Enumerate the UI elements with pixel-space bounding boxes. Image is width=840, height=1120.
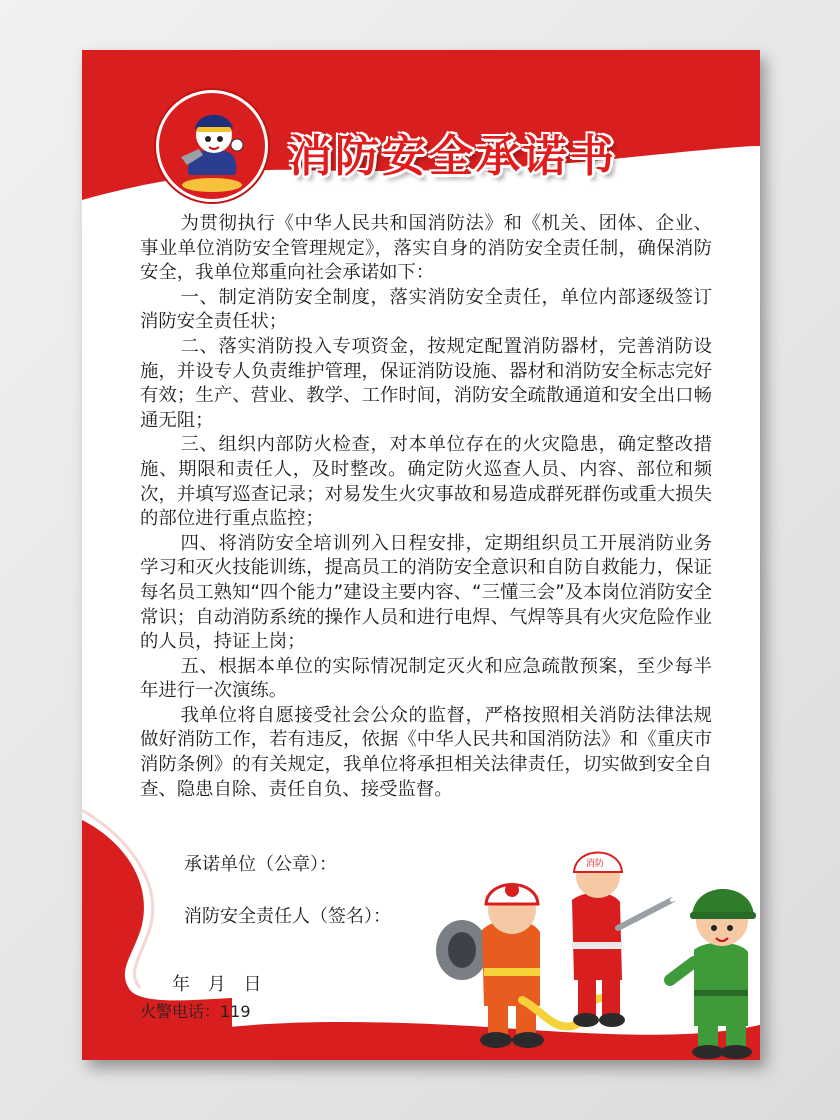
pledge-item-1: 一、制定消防安全制度，落实消防安全责任，单位内部逐级签订消防安全责任状； <box>140 286 712 333</box>
page-title: 消防安全承诺书 <box>288 131 617 182</box>
firefighter-mascot-icon <box>159 93 265 199</box>
fire-phone-label: 火警电话：119 <box>140 1002 251 1021</box>
pledge-intro: 为贯彻执行《中华人民共和国消防法》和《机关、团体、企业、事业单位消防安全管理规定》，落实自身的消防安全责任制，确保消防安全，我单位郑重向社会承诺如下： <box>140 213 712 284</box>
date-label: 年 月 日 <box>172 974 262 995</box>
pledge-item-4: 四、将消防安全培训列入日程安排，定期组织员工开展消防业务学习和灭火技能训练，提高员工的消防安全意识和自防自救能力，保证每名员工熟知“四个能力”建设主要内容、“三懂三会”及本岗位消防安全常识；自动消防系统的操作人员和进行电焊、气焊等具有火灾危险作业的人员，持证上岗； <box>140 532 712 653</box>
pledge-closing: 我单位将自愿接受社会公众的监督，严格按照相关消防法律法规做好消防工作，若有违反，依据《中华人民共和国消防法》和《重庆市消防条例》的有关规定，我单位将承担相关法律责任，切实做到安全自查、隐患自除、责任自负、接受监督。 <box>140 704 712 800</box>
pledge-item-2: 二、落实消防投入专项资金，按规定配置消防器材，完善消防设施，并设专人负责维护管理，保证消防设施、器材和消防安全标志完好有效；生产、营业、教学、工作时间，消防安全疏散通道和安全出口畅通无阻； <box>140 335 712 431</box>
pledging-unit-label: 承诺单位（公章）： <box>184 854 337 875</box>
pledge-item-5: 五、根据本单位的实际情况制定灭火和应急疏散预案，至少每半年进行一次演练。 <box>140 655 712 702</box>
pledge-body <box>140 212 712 802</box>
firefighter-hose-icon <box>572 853 684 1028</box>
firefighter-mascots <box>422 830 760 1060</box>
soldier-mascot-icon <box>670 889 756 1059</box>
helmet-label: 消防 <box>586 859 605 869</box>
responsible-person-label: 消防安全责任人（签名）： <box>184 906 391 927</box>
poster <box>82 50 760 1060</box>
mascot-emblem <box>156 90 268 202</box>
pledge-item-3: 三、组织内部防火检查，对本单位存在的火灾隐患，确定整改措施、期限和责任人，及时整改。确定防火巡查人员、内容、部位和频次，并填写巡查记录；对易发生火灾事故和易造成群死群伤或重大损失的部位进行重点监控； <box>140 434 712 530</box>
